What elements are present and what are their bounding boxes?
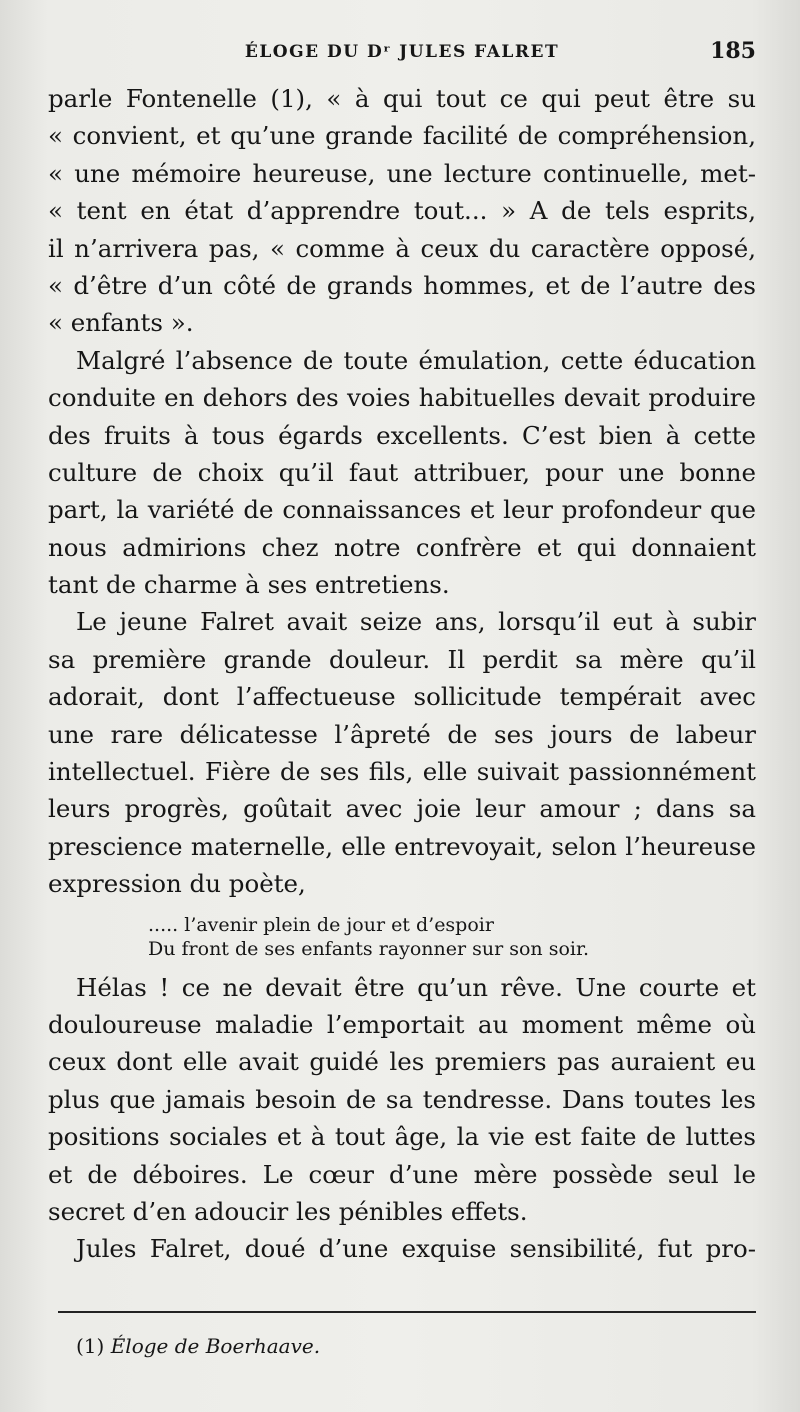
text-line: intellectuel. Fière de ses fils, elle suivait passionnément [48, 757, 756, 787]
text-line: nous admirions chez notre confrère et qui donnaient [48, 532, 756, 562]
text-line: « convient, et qu’une grande facilité de compréhension, [48, 121, 756, 151]
text-line: prescience maternelle, elle entrevoyait, selon l’heureuse [48, 831, 756, 861]
text-line: conduite en dehors des voies habituelles devait produire [48, 383, 756, 413]
text-line: tant de charme à ses entretiens. [48, 570, 450, 600]
paragraph [48, 342, 756, 604]
text-line: parle Fontenelle (1), « à qui tout ce qui peut être su [48, 84, 756, 113]
text-line: douloureuse maladie l’emportait au moment même où [48, 1009, 756, 1039]
verse-quotation [48, 913, 756, 961]
text-line: des fruits à tous égards excellents. C’est bien à cette [48, 420, 756, 450]
text-line: « d’être d’un côté de grands hommes, et de l’autre des [48, 270, 756, 300]
footnote [76, 1334, 320, 1358]
text-line: leurs progrès, goûtait avec joie leur amour ; dans sa [48, 794, 756, 824]
paragraph [48, 80, 756, 342]
text-line: une rare délicatesse l’âpreté de ses jours de labeur [48, 719, 756, 749]
page-number: 185 [710, 38, 756, 64]
page-header [48, 38, 756, 70]
text-line: Jules Falret, doué d’une exquise sensibilité, fut pro- [76, 1234, 756, 1264]
paragraph [48, 969, 756, 1231]
running-title: ÉLOGE DU Dʳ JULES FALRET [244, 42, 560, 62]
paragraph [48, 1230, 756, 1267]
text-line: ceux dont elle avait guidé les premiers pas auraient eu [48, 1047, 756, 1077]
text-line: adorait, dont l’affectueuse sollicitude tempérait avec [48, 682, 756, 712]
footnote-marker: (1) [76, 1334, 105, 1358]
text-line: « tent en état d’apprendre tout... » A de tels esprits, [48, 196, 756, 226]
verse-line: ..... l’avenir plein de jour et d’espoir [148, 913, 494, 936]
text-line: plus que jamais besoin de sa tendresse. Dans toutes les [48, 1084, 756, 1114]
text-line: secret d’en adoucir les pénibles effets. [48, 1196, 528, 1226]
footnote-rule [58, 1311, 756, 1313]
text-line: positions sociales et à tout âge, la vie est faite de luttes [48, 1122, 756, 1152]
text-line: part, la variété de connaissances et leur profondeur que [48, 495, 756, 525]
text-line: Hélas ! ce ne devait être qu’un rêve. Une courte et [76, 972, 756, 1002]
text-line: expression du poète, [48, 869, 306, 899]
text-line: « enfants ». [48, 308, 194, 338]
text-line: et de déboires. Le cœur d’une mère possède seul le [48, 1159, 756, 1189]
text-line: Malgré l’absence de toute émulation, cette éducation [76, 345, 756, 375]
text-line: culture de choix qu’il faut attribuer, pour une bonne [48, 457, 756, 487]
footnote-title: Éloge de Boerhaave. [110, 1334, 321, 1358]
body-text [48, 80, 756, 1268]
text-line: « une mémoire heureuse, une lecture continuelle, met- [48, 158, 756, 188]
text-line: il n’arrivera pas, « comme à ceux du caractère opposé, [48, 233, 756, 263]
text-line: sa première grande douleur. Il perdit sa mère qu’il [48, 644, 756, 674]
verse-line: Du front de ses enfants rayonner sur son soir. [148, 937, 590, 960]
text-line: Le jeune Falret avait seize ans, lorsqu’il eut à subir [76, 607, 756, 637]
paragraph [48, 603, 756, 902]
